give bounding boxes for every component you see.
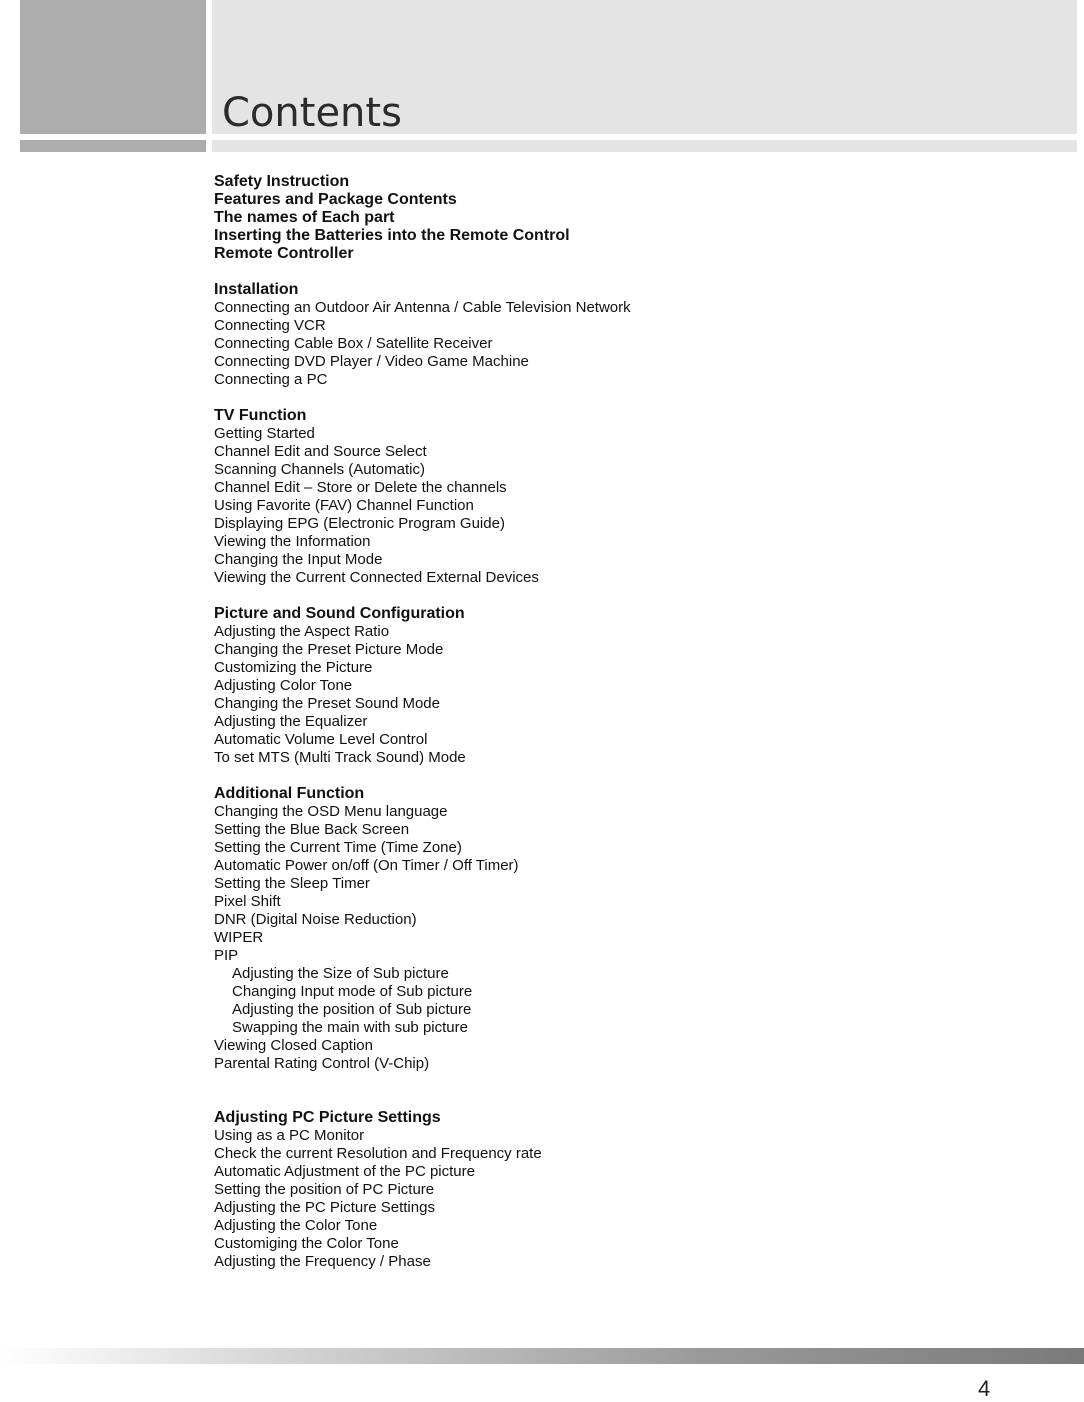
toc-entry: Using as a PC Monitor — [214, 1127, 365, 1144]
toc-entry: Setting the Current Time (Time Zone) — [214, 839, 462, 856]
toc-entry: Changing the Preset Picture Mode — [214, 641, 444, 658]
toc-entry: Automatic Power on/off (On Timer / Off Timer) — [214, 857, 519, 874]
toc-entry: Pixel Shift — [214, 893, 281, 910]
toc-entry: Setting the Sleep Timer — [214, 875, 370, 892]
toc-entry: Viewing Closed Caption — [214, 1037, 373, 1054]
header-block-left — [20, 0, 206, 134]
toc-entry: Remote Controller — [214, 245, 354, 262]
toc-entry: WIPER — [214, 929, 264, 946]
toc-entry: Channel Edit – Store or Delete the channels — [214, 479, 507, 496]
toc-sub-entry: Swapping the main with sub picture — [232, 1019, 468, 1036]
header-bar-right — [212, 140, 1077, 152]
section-heading: Installation — [214, 281, 299, 298]
toc-entry: Displaying EPG (Electronic Program Guide) — [214, 515, 505, 532]
toc-entry: Changing the Input Mode — [214, 551, 383, 568]
section-gap — [214, 587, 1014, 605]
toc-entry: The names of Each part — [214, 209, 395, 226]
toc-entry: Using Favorite (FAV) Channel Function — [214, 497, 474, 514]
section-gap — [214, 263, 1014, 281]
toc-entry: Connecting VCR — [214, 317, 326, 334]
toc-sub-entry: Adjusting the position of Sub picture — [232, 1001, 472, 1018]
toc-entry: Parental Rating Control (V-Chip) — [214, 1055, 430, 1072]
toc-sub-entry: Adjusting the Size of Sub picture — [232, 965, 449, 982]
toc-entry: Inserting the Batteries into the Remote Control — [214, 227, 570, 244]
toc-entry: Connecting DVD Player / Video Game Machine — [214, 353, 529, 370]
section-heading: Additional Function — [214, 785, 365, 802]
toc-sub-entry: Changing Input mode of Sub picture — [232, 983, 473, 1000]
table-of-contents — [214, 173, 1014, 1271]
toc-entry: Automatic Adjustment of the PC picture — [214, 1163, 475, 1180]
toc-intro-section — [214, 173, 1014, 263]
toc-entry: Setting the Blue Back Screen — [214, 821, 410, 838]
section-heading: Picture and Sound Configuration — [214, 605, 465, 622]
toc-entry: Getting Started — [214, 425, 315, 442]
toc-entry: Connecting an Outdoor Air Antenna / Cable Television Network — [214, 299, 631, 316]
toc-entry: Adjusting the Color Tone — [214, 1217, 378, 1234]
page-number: 4 — [978, 1376, 991, 1401]
section-heading: Adjusting PC Picture Settings — [214, 1109, 441, 1126]
toc-entry: Scanning Channels (Automatic) — [214, 461, 425, 478]
toc-entry: Changing the OSD Menu language — [214, 803, 448, 820]
toc-entry: Check the current Resolution and Frequency rate — [214, 1145, 542, 1162]
toc-additional-section — [214, 785, 1014, 1073]
toc-picture-sound-section — [214, 605, 1014, 767]
page-title: Contents — [222, 90, 402, 136]
toc-entry: Customiging the Color Tone — [214, 1235, 399, 1252]
toc-entry: Connecting a PC — [214, 371, 328, 388]
toc-entry: Adjusting the Equalizer — [214, 713, 368, 730]
toc-entry: Features and Package Contents — [214, 191, 457, 208]
section-gap — [214, 389, 1014, 407]
toc-entry: Connecting Cable Box / Satellite Receiver — [214, 335, 493, 352]
toc-pc-settings-section — [214, 1109, 1014, 1271]
section-heading: TV Function — [214, 407, 307, 424]
toc-entry: Adjusting the PC Picture Settings — [214, 1199, 435, 1216]
toc-entry: Changing the Preset Sound Mode — [214, 695, 440, 712]
toc-tv-function-section — [214, 407, 1014, 587]
toc-entry: To set MTS (Multi Track Sound) Mode — [214, 749, 466, 766]
toc-entry: Customizing the Picture — [214, 659, 373, 676]
toc-entry: Viewing the Information — [214, 533, 371, 550]
toc-entry: DNR (Digital Noise Reduction) — [214, 911, 417, 928]
footer-gradient-bar — [0, 1348, 1084, 1364]
toc-entry: Automatic Volume Level Control — [214, 731, 428, 748]
toc-entry: Channel Edit and Source Select — [214, 443, 427, 460]
toc-entry: Setting the position of PC Picture — [214, 1181, 435, 1198]
toc-entry: Adjusting Color Tone — [214, 677, 353, 694]
toc-installation-section — [214, 281, 1014, 389]
section-gap — [214, 767, 1014, 785]
toc-entry: Adjusting the Frequency / Phase — [214, 1253, 431, 1270]
header-bar-left — [20, 140, 206, 152]
toc-entry: Adjusting the Aspect Ratio — [214, 623, 390, 640]
toc-entry: Safety Instruction — [214, 173, 350, 190]
toc-entry: Viewing the Current Connected External Devices — [214, 569, 539, 586]
section-gap — [214, 1073, 1014, 1109]
toc-entry: PIP — [214, 947, 239, 964]
